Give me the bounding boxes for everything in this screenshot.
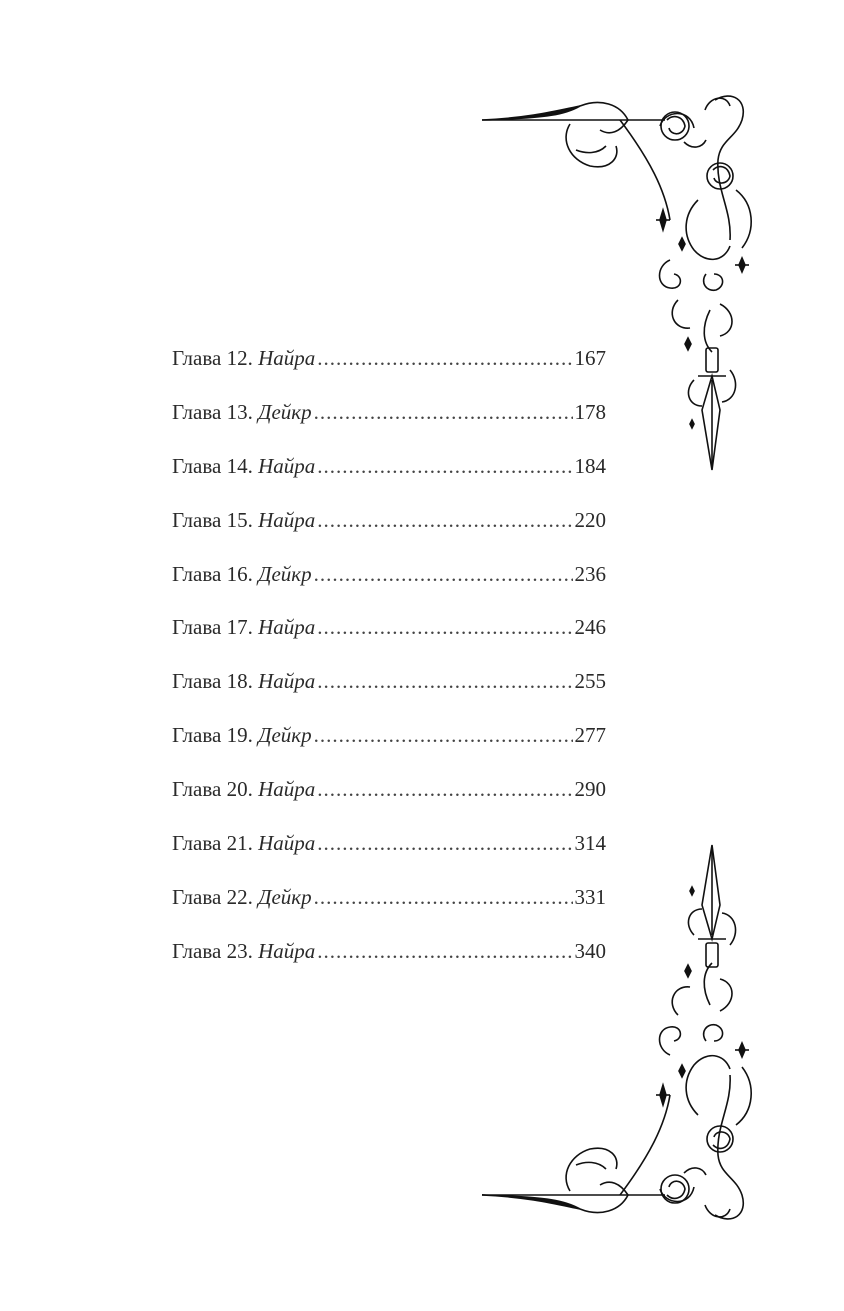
chapter-label: Глава 20. [172,777,253,802]
chapter-title: Дейкр [258,723,312,748]
chapter-label: Глава 15. [172,507,253,532]
chapter-label: Глава 14. [172,453,253,478]
page-number: 277 [574,723,606,748]
chapter-label: Глава 21. [172,831,253,856]
chapter-title: Дейкр [258,561,312,586]
dot-leader [314,394,573,430]
chapter-label: Глава 22. [172,884,253,909]
toc-entry[interactable] [172,448,606,502]
dot-leader [317,771,572,807]
dot-leader [317,340,572,376]
toc-entry[interactable] [172,609,606,663]
toc-entry[interactable] [172,340,606,394]
chapter-title: Найра [258,938,316,963]
page-number: 255 [574,669,606,694]
chapter-title: Дейкр [258,884,312,909]
dot-leader [314,556,573,592]
chapter-label: Глава 18. [172,669,253,694]
chapter-label: Глава 19. [172,723,253,748]
dot-leader [317,502,572,538]
toc-entry[interactable] [172,717,606,771]
chapter-title: Найра [258,346,316,370]
chapter-title: Найра [258,777,316,802]
dot-leader [314,717,573,753]
dot-leader [317,448,572,484]
toc-entry[interactable] [172,663,606,717]
page-number: 220 [574,507,606,532]
chapter-title: Найра [258,615,316,640]
toc-entry[interactable] [172,556,606,610]
chapter-title: Найра [258,669,316,694]
page-number: 290 [574,777,606,802]
chapter-label: Глава 13. [172,399,253,424]
toc-entry[interactable] [172,771,606,825]
chapter-label: Глава 17. [172,615,253,640]
dot-leader [317,663,572,699]
chapter-title: Найра [258,507,316,532]
page-number: 331 [574,884,606,909]
chapter-label: Глава 12. [172,346,253,370]
chapter-title: Дейкр [258,399,312,424]
page-number: 314 [574,831,606,856]
floral-dagger-ornament-bottom-icon [470,835,770,1235]
page-number: 246 [574,615,606,640]
chapter-title: Найра [258,453,316,478]
page-number: 167 [574,346,606,370]
chapter-label: Глава 16. [172,561,253,586]
toc-entry[interactable] [172,502,606,556]
page-number: 184 [574,453,606,478]
dot-leader [317,609,572,645]
chapter-title: Найра [258,831,316,856]
page-number: 178 [574,399,606,424]
page-number: 340 [574,938,606,963]
chapter-label: Глава 23. [172,938,253,963]
toc-entry[interactable] [172,394,606,448]
page-number: 236 [574,561,606,586]
